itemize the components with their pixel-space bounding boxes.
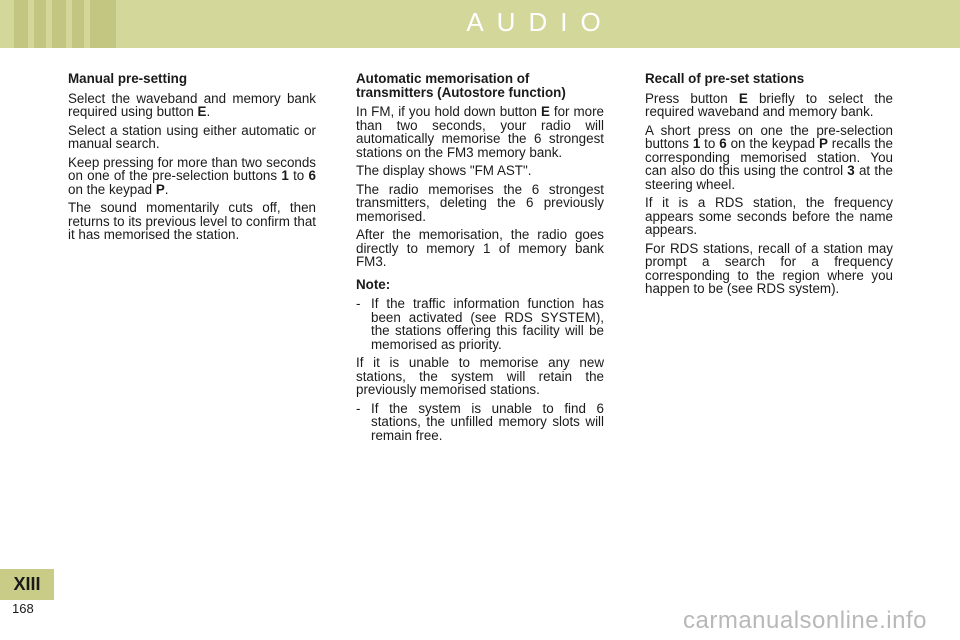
paragraph: After the memorisation, the radio goes directly to memory 1 of memory bank FM3. (356, 227, 604, 269)
paragraph: A short press on one the pre-selection buttons 1 to 6 on the keypad P recalls the corresponding memorised station. You can also do this using the control 3 at the steering wheel. (645, 122, 894, 192)
paragraph: Select a station using either automatic or manual search. (68, 122, 316, 151)
paragraph: In FM, if you hold down button E for more than two seconds, your radio will automatically memorise the 6 strongest stations on the FM3 memory bank. (356, 104, 605, 160)
list-item-text: If the system is unable to find 6 stations, the unfilled memory slots will remain free. (371, 400, 604, 443)
page-title: AUDIO (466, 7, 614, 37)
paragraph: The sound momentarily cuts off, then returns to its previous level to confirm that it has memorised the station. (68, 200, 316, 242)
page-number: 168 (12, 601, 34, 616)
paragraph: If it is unable to memorise any new stations, the system will retain the previously memorised stations. (356, 355, 604, 397)
bullet-dash: - (356, 296, 361, 311)
paragraph: Keep pressing for more than two seconds on one of the pre-selection buttons 1 to 6 on the keypad P. (68, 154, 316, 197)
column-recall-presets (645, 72, 893, 301)
paragraph: For RDS stations, recall of a station may prompt a search for a frequency corresponding to the region where you happen to be (see RDS system). (645, 240, 893, 296)
column-autostore (356, 72, 604, 447)
paragraph: Press button E briefly to select the required waveband and memory bank. (645, 90, 893, 119)
paragraph: The display shows "FM AST". (356, 163, 532, 178)
header-band (0, 0, 960, 48)
paragraph: The radio memorises the 6 strongest transmitters, deleting the 6 previously memorised. (356, 181, 604, 224)
column-manual-presetting (68, 72, 316, 247)
watermark: carmanualsonline.info (683, 607, 927, 634)
note-heading: Note: (356, 276, 391, 292)
bullet-dash: - (356, 400, 361, 416)
paragraph: Select the waveband and memory bank required using button E. (68, 90, 316, 119)
section-heading: Manual pre-setting (68, 71, 188, 86)
list-item (356, 297, 604, 351)
chapter-tab: XIII (0, 569, 54, 600)
list-item-text: If the traffic information function has been activated (see RDS SYSTEM), the stations offering this facility will be memorised as priority. (371, 296, 604, 352)
section-heading: Recall of pre-set stations (645, 71, 805, 86)
section-heading: Automatic memorisation of transmitters (Autostore function) (356, 71, 566, 100)
paragraph: If it is a RDS station, the frequency appears some seconds before the name appears. (645, 195, 893, 237)
list-item (356, 402, 604, 443)
